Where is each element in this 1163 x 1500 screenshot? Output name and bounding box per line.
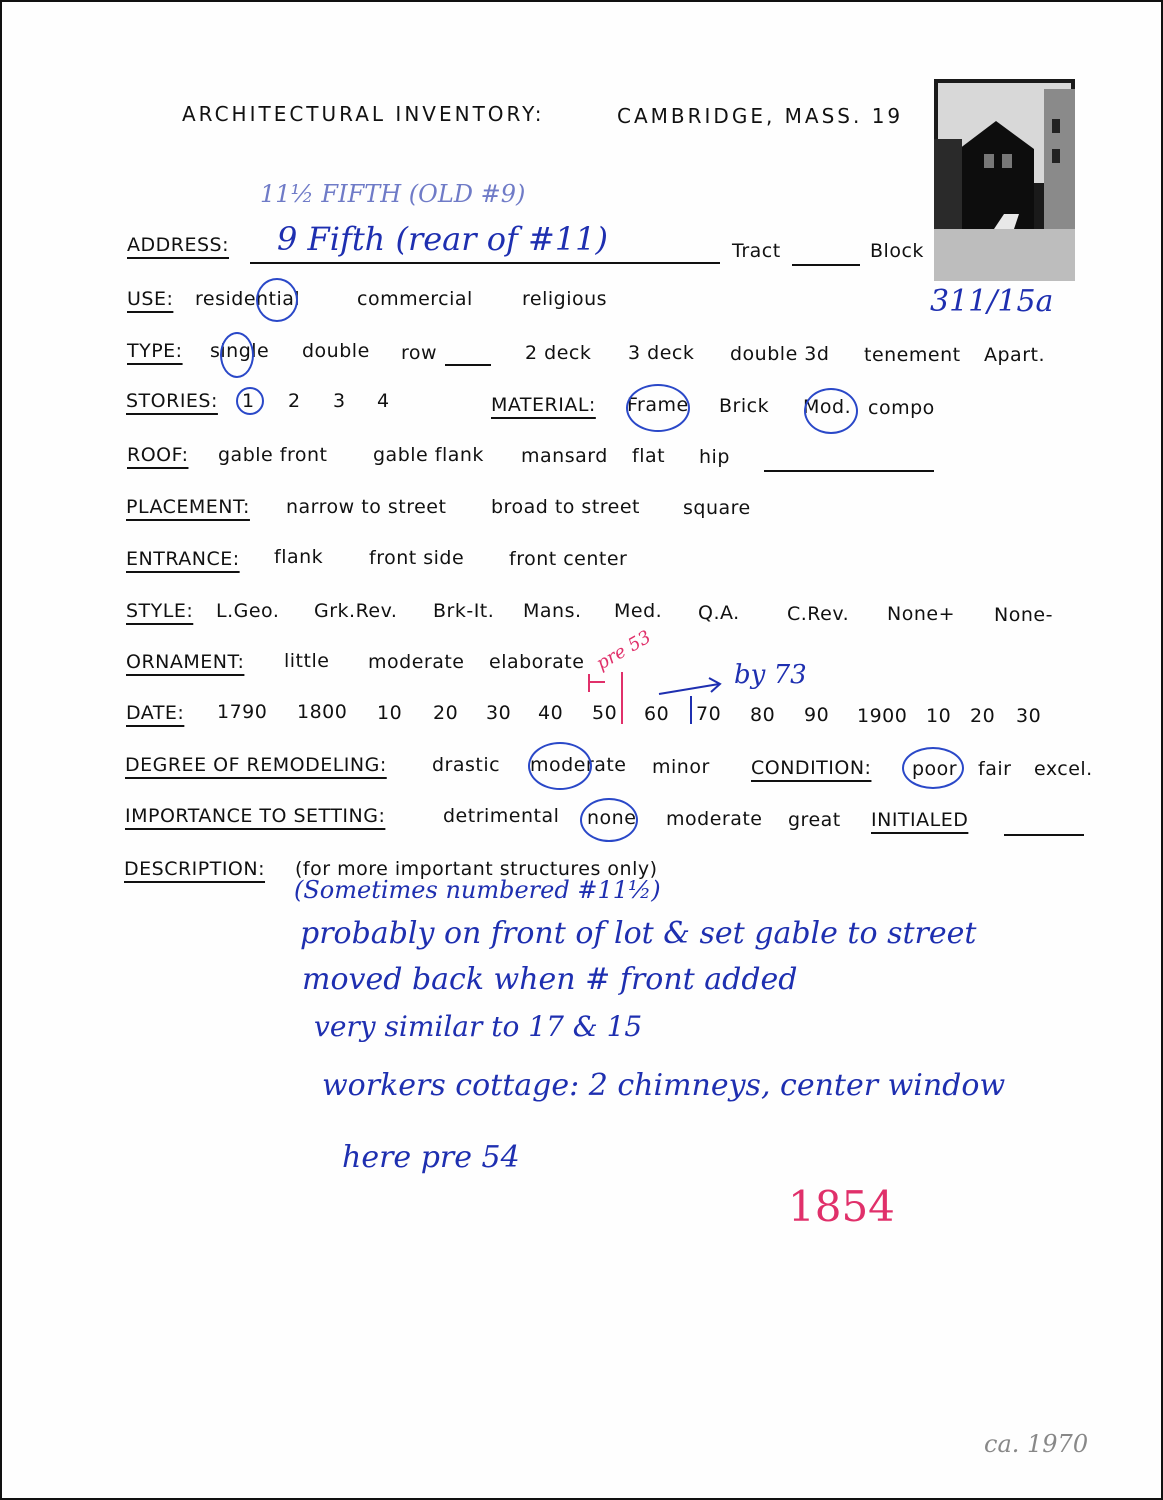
remodeling-drastic: drastic <box>432 754 501 776</box>
importance-none: none <box>587 807 637 829</box>
roof-other-line <box>764 470 934 472</box>
condition-excel: excel. <box>1034 758 1093 780</box>
style-mans: Mans. <box>523 600 582 622</box>
type-3deck: 3 deck <box>628 342 695 364</box>
material-circle-mod <box>804 388 858 434</box>
footer-date-note: ca. 1970 <box>984 1430 1089 1458</box>
condition-circle-mark <box>902 747 964 789</box>
style-med: Med. <box>614 600 663 622</box>
roof-gable-front: gable front <box>218 444 328 466</box>
material-frame: Frame <box>627 394 689 416</box>
placement-broad: broad to street <box>491 496 641 518</box>
style-qa: Q.A. <box>698 602 740 624</box>
type-row-line <box>445 364 491 366</box>
date-70: 70 <box>696 703 722 725</box>
entrance-front-side: front side <box>369 547 465 569</box>
description-line-6: here pre 54 <box>342 1140 520 1175</box>
type-label: TYPE: <box>127 340 183 362</box>
importance-great: great <box>788 809 841 831</box>
material-circle-frame <box>626 384 690 432</box>
style-brkit: Brk-It. <box>433 600 495 622</box>
date-1790: 1790 <box>217 701 268 723</box>
importance-detrimental: detrimental <box>443 805 560 827</box>
date-10: 10 <box>377 702 403 724</box>
style-none-plus: None+ <box>887 603 955 625</box>
material-label: MATERIAL: <box>491 394 596 416</box>
date-label: DATE: <box>126 702 185 724</box>
ornament-little: little <box>284 650 330 672</box>
roof-mansard: mansard <box>521 445 608 467</box>
roof-hip: hip <box>699 446 730 468</box>
style-none-minus: None- <box>994 604 1053 626</box>
type-double: double <box>302 340 370 362</box>
description-line-4: very similar to 17 & 15 <box>314 1010 643 1043</box>
importance-circle-mark <box>580 798 638 842</box>
date-1920: 20 <box>970 705 996 727</box>
date-range-marks <box>587 662 737 727</box>
style-crev: C.Rev. <box>787 603 850 625</box>
date-90: 90 <box>804 704 830 726</box>
description-line-1: (Sometimes numbered #11½) <box>294 876 661 904</box>
date-40: 40 <box>538 702 564 724</box>
photo-ref-note: 311/15a <box>930 284 1054 319</box>
date-1900: 1900 <box>857 705 908 727</box>
type-double3d: double 3d <box>730 343 830 365</box>
condition-fair: fair <box>978 758 1012 780</box>
building-photo <box>934 79 1075 281</box>
use-commercial: commercial <box>357 288 473 310</box>
date-1800: 1800 <box>297 701 348 723</box>
use-residential: residential <box>195 288 301 310</box>
tract-label: Tract <box>732 240 781 262</box>
tract-line <box>792 264 860 266</box>
entrance-flank: flank <box>274 546 324 568</box>
use-circle-mark <box>256 278 298 322</box>
condition-poor: poor <box>912 758 958 780</box>
stories-2: 2 <box>288 390 301 412</box>
stories-circle-mark <box>236 387 264 415</box>
description-hint: (for more important structures only) <box>295 858 658 880</box>
initialed-line <box>1004 834 1084 836</box>
roof-label: ROOF: <box>127 444 189 466</box>
type-2deck: 2 deck <box>525 342 592 364</box>
remodeling-moderate: moderate <box>530 754 627 776</box>
placement-square: square <box>683 497 751 519</box>
form-location: CAMBRIDGE, MASS. 19 <box>617 104 904 128</box>
address-label: ADDRESS: <box>127 234 229 256</box>
style-grkrev: Grk.Rev. <box>314 600 398 622</box>
material-brick: Brick <box>719 395 770 417</box>
material-mod: Mod. <box>803 396 852 418</box>
address-line <box>250 262 720 264</box>
date-80: 80 <box>750 704 776 726</box>
date-20: 20 <box>433 702 459 724</box>
roof-gable-flank: gable flank <box>373 444 484 466</box>
remodeling-minor: minor <box>652 756 710 778</box>
ornament-label: ORNAMENT: <box>126 651 245 673</box>
type-apart: Apart. <box>984 344 1046 366</box>
red-year-note: 1854 <box>788 1182 895 1231</box>
importance-label: IMPORTANCE TO SETTING: <box>125 805 386 827</box>
form-title: ARCHITECTURAL INVENTORY: <box>182 102 545 126</box>
date-60: 60 <box>644 703 670 725</box>
importance-moderate: moderate <box>666 808 763 830</box>
stories-label: STORIES: <box>126 390 218 412</box>
style-lgeo: L.Geo. <box>216 600 280 622</box>
date-pre-note: pre 53 <box>592 626 655 675</box>
material-compo: compo <box>868 397 935 419</box>
type-row: row <box>401 342 438 364</box>
address-value: 9 Fifth (rear of #11) <box>277 220 609 258</box>
use-religious: religious <box>522 288 608 310</box>
type-single: single <box>210 340 270 362</box>
description-label: DESCRIPTION: <box>124 858 266 880</box>
remodeling-circle-mark <box>528 742 592 790</box>
placement-label: PLACEMENT: <box>126 496 250 518</box>
condition-label: CONDITION: <box>751 757 872 779</box>
description-line-5: workers cottage: 2 chimneys, center window <box>322 1068 1006 1103</box>
use-label: USE: <box>127 288 174 310</box>
description-line-3: moved back when # front added <box>302 962 798 997</box>
ornament-elaborate: elaborate <box>489 651 585 673</box>
style-label: STYLE: <box>126 600 194 622</box>
entrance-front-center: front center <box>509 548 628 570</box>
description-line-2: probably on front of lot & set gable to street <box>300 916 977 951</box>
date-by-note: by 73 <box>734 660 807 690</box>
remodeling-label: DEGREE OF REMODELING: <box>125 754 387 776</box>
ornament-moderate: moderate <box>368 651 465 673</box>
date-50: 50 <box>592 702 618 724</box>
date-1930: 30 <box>1016 705 1042 727</box>
initialed-label: INITIALED <box>871 809 969 831</box>
roof-flat: flat <box>632 445 666 467</box>
stories-3: 3 <box>333 390 346 412</box>
placement-narrow: narrow to street <box>286 496 447 518</box>
address-old-note: 11½ FIFTH (OLD #9) <box>260 180 526 208</box>
entrance-label: ENTRANCE: <box>126 548 240 570</box>
date-1910: 10 <box>926 705 952 727</box>
block-label: Block <box>870 240 924 262</box>
stories-4: 4 <box>377 390 390 412</box>
type-tenement: tenement <box>864 344 961 366</box>
stories-1: 1 <box>242 390 255 412</box>
type-circle-mark <box>220 332 254 378</box>
date-30: 30 <box>486 702 512 724</box>
